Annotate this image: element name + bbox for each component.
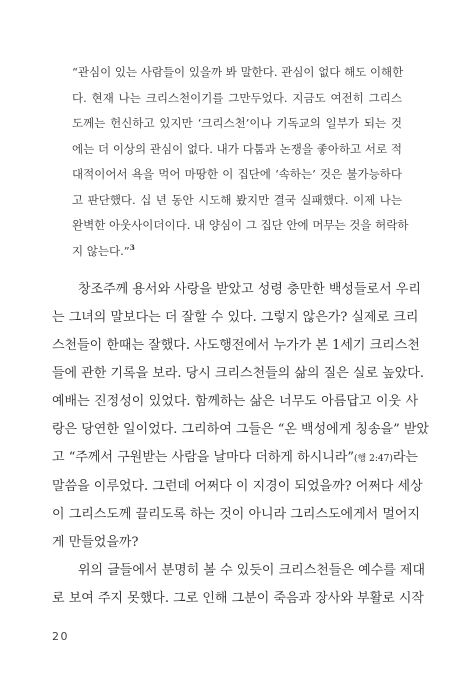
paragraph-1-line-with-reference [52,444,418,473]
reference-before: 고 “주께서 구원받는 사람을 날마다 더하게 하시니라” [52,450,355,465]
quote-line: 에는 더 이상의 관심이 없다. 내가 다툼과 논쟁을 좋아하고 서로 적 [72,141,402,156]
paragraph-1-line: 는 그녀의 말보다는 더 잘할 수 있다. 그렇지 않은가? 실제로 크리 [52,310,419,325]
quote-line: 대적이어서 욕을 먹어 마땅한 이 집단에 ‘속하는’ 것은 불가능하다 [72,167,402,181]
paragraph-2-line: 로 보여 주지 못했다. 그로 인해 그분이 죽음과 장사와 부활로 시작 [52,591,424,606]
paragraph-1-line: 이 그리스도께 끌리도록 하는 것이 아니라 그리스도에게서 멀어지 [52,507,420,522]
scripture-reference: (행 2:47) [354,454,393,464]
quote-line: 완벽한 아웃사이더이다. 내 양심이 그 집단 안에 머무는 것을 허락하 [72,218,409,232]
paragraph-1-line: 랑은 당연한 일이었다. 그리하여 그들은 “온 백성에게 칭송을” 받았 [52,422,429,437]
paragraph-1-line: 창조주께 용서와 사랑을 받았고 성령 충만한 백성들로서 우리 [78,282,421,297]
page-number: 20 [52,630,69,643]
quote-line: “관심이 있는 사람들이 있을까 봐 말한다. 관심이 없다 해도 이해한 [72,65,404,79]
reference-after: 라는 [392,450,418,465]
quote-line: 고 판단했다. 십 년 동안 시도해 봤지만 결국 실패했다. 이제 나는 [72,192,402,207]
quote-last-line [72,239,402,265]
quote-last-text: 지 않는다.” [72,243,130,258]
block-quote [72,60,409,264]
paragraph-1-last-line: 게 만들었을까? [52,535,139,550]
footnote-marker: 3 [129,242,135,252]
paragraph-1-line: 스천들이 한때는 잘했다. 사도행전에서 누가가 본 1세기 크리스천 [52,338,420,353]
body-text [52,276,429,613]
quote-line: 다. 현재 나는 크리스천이기를 그만두었다. 지금도 여전히 그리스 [72,90,402,105]
quote-line: 도께는 헌신하고 있지만 ‘크리스천’이나 기독교의 일부가 되는 것 [72,116,402,130]
paragraph-1-line: 예배는 진정성이 있었다. 함께하는 삶은 너무도 아름답고 이웃 사 [52,394,418,409]
paragraph-2-line: 위의 글들에서 분명히 볼 수 있듯이 크리스천들은 예수를 제대 [78,563,426,578]
paragraph-1-line: 말씀을 이루었다. 그런데 어쩌다 이 지경이 되었을까? 어쩌다 세상 [52,479,423,494]
paragraph-1-line: 들에 관한 기록을 보라. 당시 크리스천들의 삶의 질은 실로 높았다. [52,366,424,381]
